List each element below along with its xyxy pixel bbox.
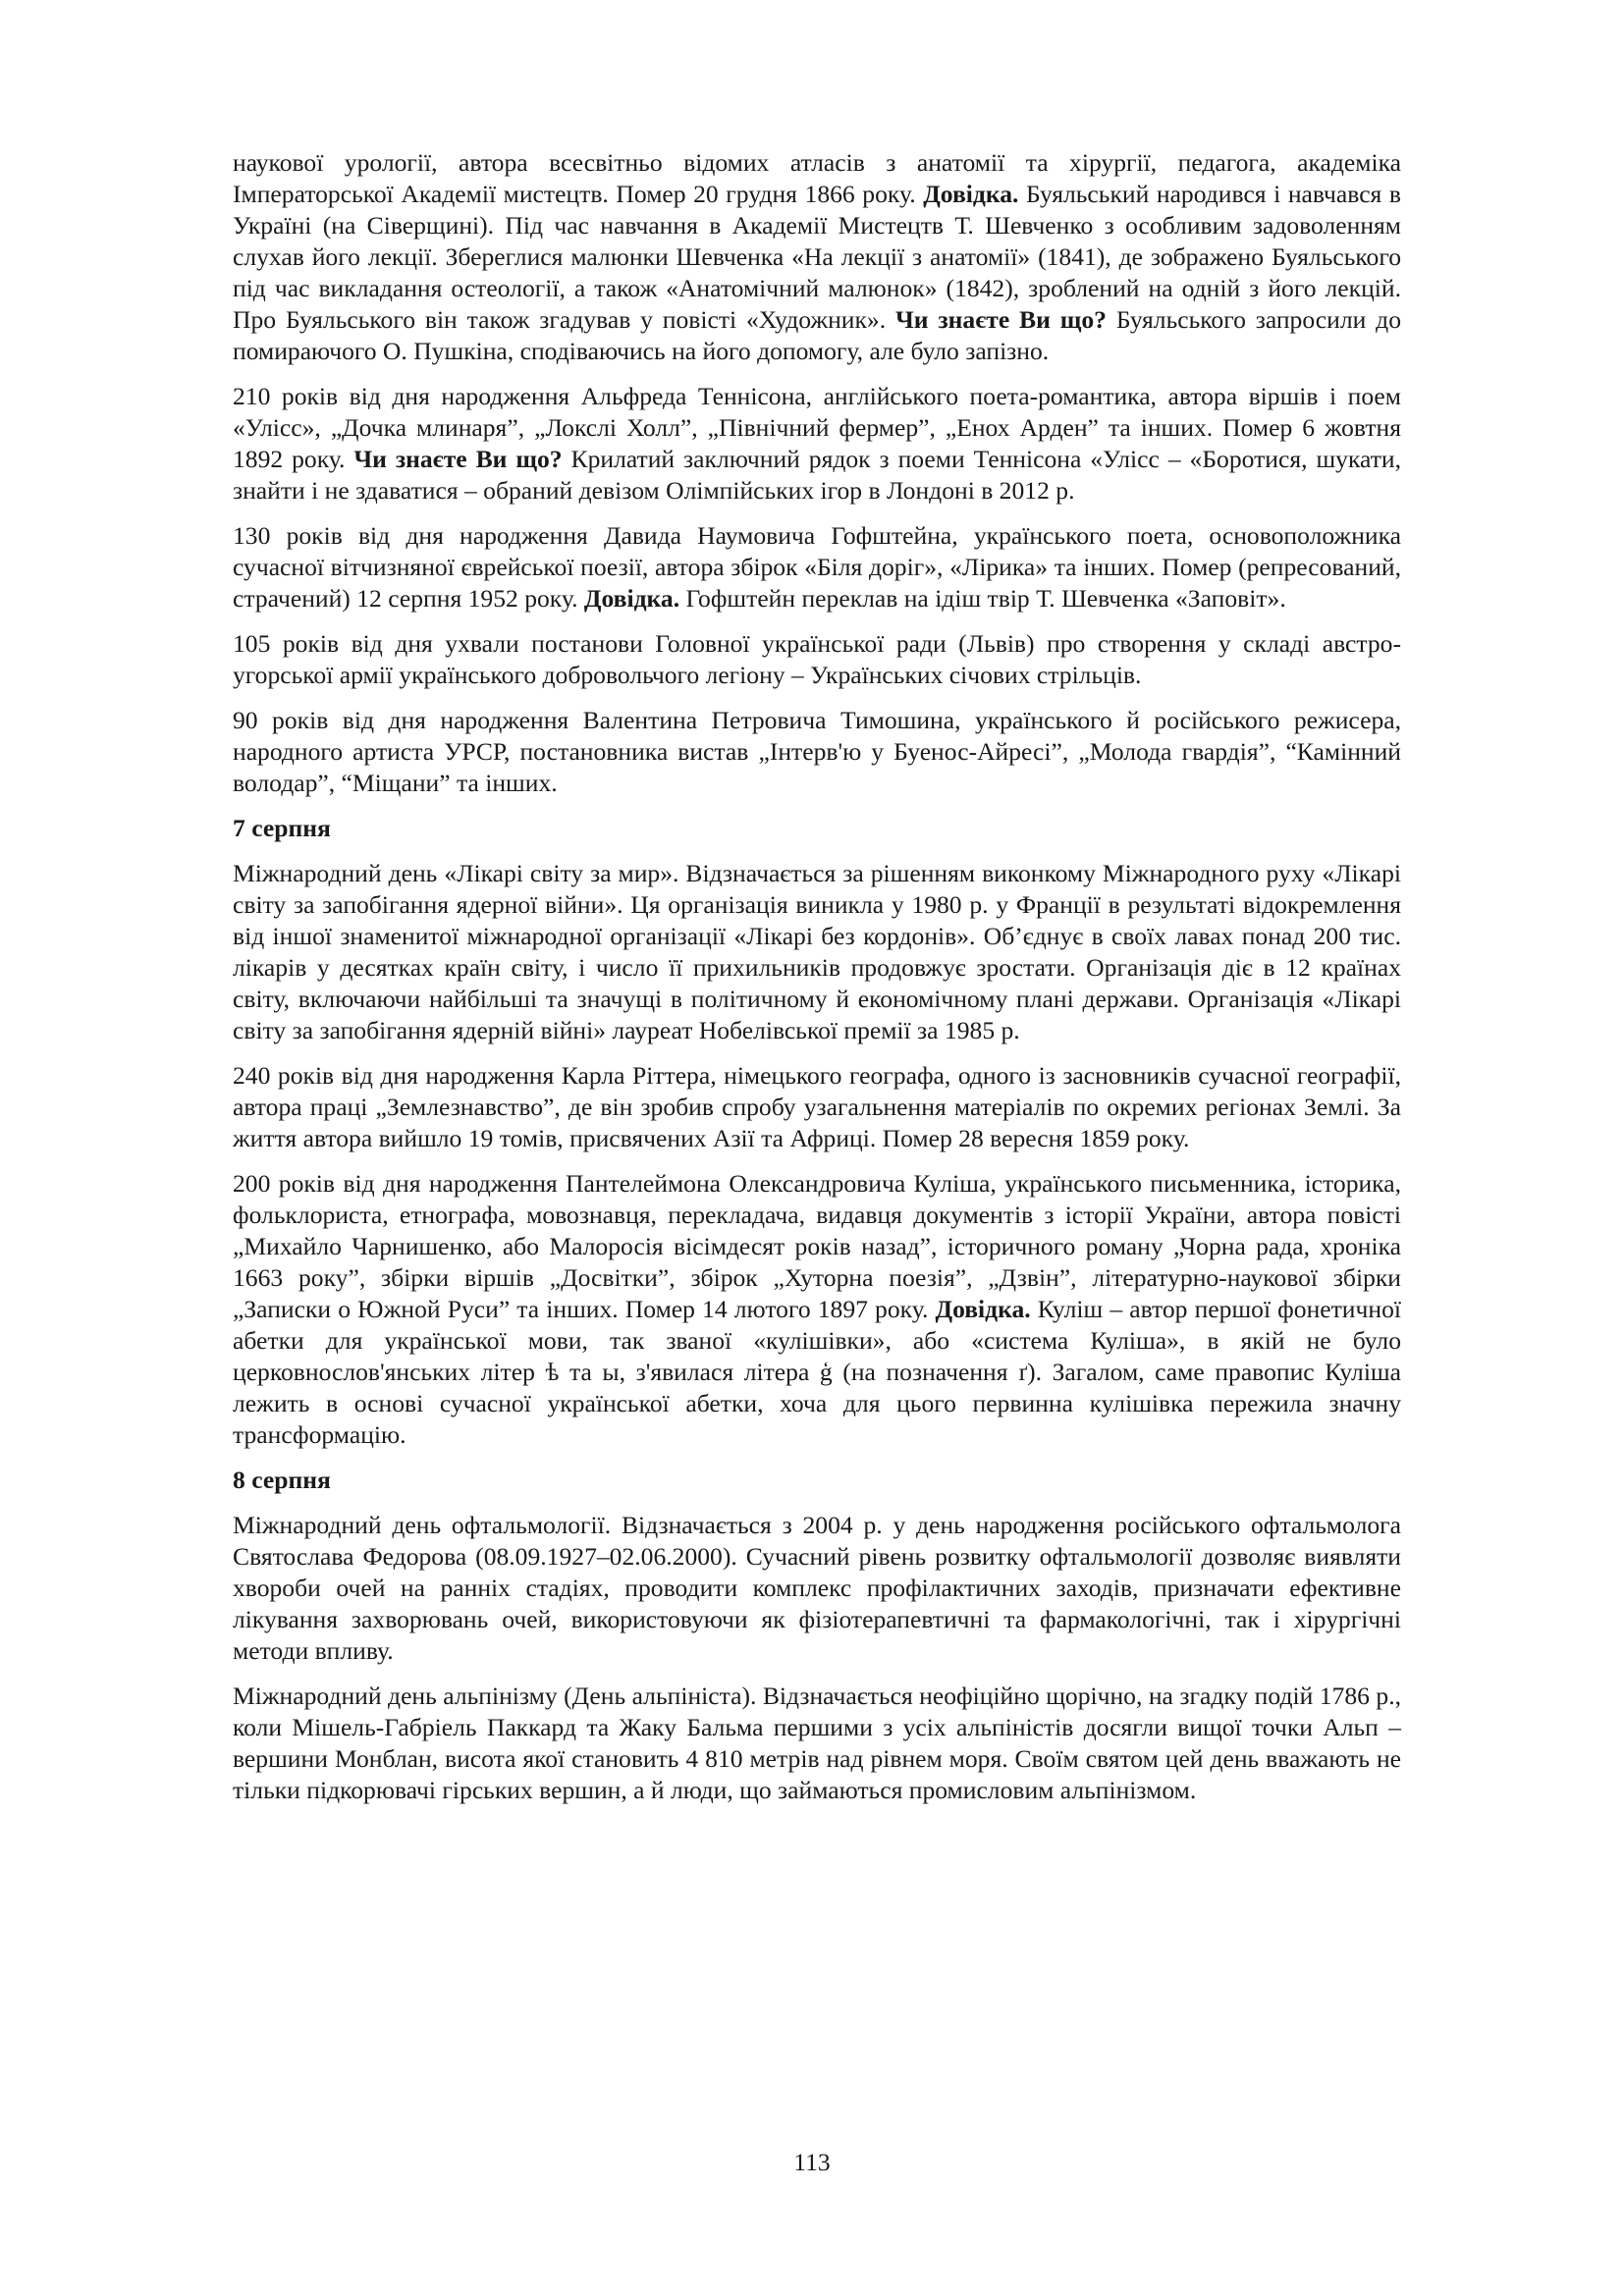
text-run: Куліш – автор першої фонетичної абетки для української мови, так званої «кулішівки», або «система Куліша», в якій не було церковнослов'янських літер ѣ та ы, з'явилася літера ģ (на позначення ґ). Загалом, саме правопис Куліша лежить в основі сучасної української абетки, хоча для цього первинна кулішівка пережила значну трансформацію. — [233, 1295, 1401, 1449]
document-page — [233, 147, 1401, 1820]
paragraph — [233, 858, 1401, 1046]
date-heading — [233, 813, 1401, 844]
paragraph — [233, 381, 1401, 507]
text-run: Крилатий заключний рядок з поеми Теннісона «Улісс – «Боротися, шукати, знайти і не здаватися – обраний девізом Олімпійських ігор в Лондоні в 2012 р. — [233, 445, 1401, 505]
bold-label: Чи знаєте Ви що? — [353, 445, 563, 473]
text-run: 8 серпня — [233, 1466, 331, 1494]
document-body — [233, 147, 1401, 1806]
text-run: Буяльський народився і навчався в Україні (на Сіверщині). Під час навчання в Академії Мистецтв Т. Шевченко з особливим задоволенням слухав його лекції. Збереглися малюнки Шевченка «На лекції з анатомії» (1841), де зображено Буяльського під час викладання остеології, а також «Анатомічний малюнок» (1842), зроблений на одній з його лекцій. Про Буяльського він також згадував у повісті «Художник». — [233, 180, 1401, 334]
bold-label: Довідка. — [935, 1295, 1031, 1323]
paragraph — [233, 520, 1401, 614]
text-run: наукової урології, автора всесвітньо відомих атласів з анатомії та хірургії, педагога, академіка Імператорської Академії мистецтв. Помер 20 грудня 1866 року. — [233, 148, 1401, 208]
bold-label: Довідка. — [583, 584, 680, 613]
page-number: 113 — [793, 2148, 831, 2176]
text-run: Буяльського запросили до помираючого О. Пушкіна, сподіваючись на його допомогу, але було запізно. — [233, 305, 1401, 365]
paragraph — [233, 1060, 1401, 1154]
paragraph — [233, 147, 1401, 367]
text-run: 200 років від дня народження Пантелеймона Олександровича Куліша, українського письменника, історика, фольклориста, етнографа, мовознавця, перекладача, видавця документів з історії України, автора повісті „Михайло Чарнишенко, або Малоросія вісімдесят років назад”, історичного роману „Чорна рада, хроніка 1663 року”, збірки віршів „Досвітки”, збірок „Хуторна поезія”, „Дзвін”, літературно-наукової збірки „Записки о Южной Руси” та інших. Помер 14 лютого 1897 року. — [233, 1169, 1401, 1323]
paragraph — [233, 705, 1401, 799]
text-run: 210 років від дня народження Альфреда Теннісона, англійського поета-романтика, автора віршів і поем «Улісс», „Дочка млинаря”, „Локслі Холл”, „Північний фермер”, „Енох Арден” та інших. Помер 6 жовтня 1892 року. — [233, 382, 1401, 473]
text-run: Міжнародний день офтальмології. Відзначається з 2004 р. у день народження російського офтальмолога Святослава Федорова (08.09.1927–02.06.2000). Сучасний рівень розвитку офтальмології дозволяє виявляти хвороби очей на ранніх стадіях, проводити комплекс профілактичних заходів, призначати ефективне лікування захворювань очей, використовуючи як фізіотерапевтичні та фармакологічні, так і хірургічні методи впливу. — [233, 1511, 1401, 1665]
paragraph — [233, 628, 1401, 691]
text-run: 90 років від дня народження Валентина Петровича Тимошина, українського й російського режисера, народного артиста УРСР, постановника вистав „Інтерв'ю у Буенос-Айресі”, „Молода гвардія”, “Камінний володар”, “Міщани” та інших. — [233, 706, 1401, 797]
text-run: Гофштейн переклав на ідіш твір Т. Шевченка «Заповіт». — [679, 584, 1286, 613]
bold-label: Чи знаєте Ви що? — [894, 305, 1107, 334]
bold-label: Довідка. — [923, 180, 1019, 208]
date-heading — [233, 1465, 1401, 1496]
text-run: 240 років від дня народження Карла Ріттера, німецького географа, одного із засновників сучасної географії, автора праці „Землезнавство”, де він зробив спробу узагальнення матеріалів по окремих регіонах Землі. За життя автора вийшло 19 томів, присвячених Азії та Африці. Помер 28 вересня 1859 року. — [233, 1061, 1401, 1152]
text-run: 130 років від дня народження Давида Наумовича Гофштейна, українського поета, основоположника сучасної вітчизняної єврейської поезії, автора збірок «Біля доріг», «Лірика» та інших. Помер (репресований, страчений) 12 серпня 1952 року. — [233, 521, 1401, 613]
text-run: 7 серпня — [233, 814, 331, 842]
paragraph — [233, 1168, 1401, 1451]
paragraph — [233, 1510, 1401, 1667]
text-run: Міжнародний день «Лікарі світу за мир». Відзначається за рішенням виконкому Міжнародного руху «Лікарі світу за запобігання ядерної війни». Ця організація виникла у 1980 р. у Франції в результаті відокремлення від іншої знаменитої міжнародної організації «Лікарі без кордонів». Об’єднує в своїх лавах понад 200 тис. лікарів у десятках країн світу, і число її прихильників продовжує зростати. Організація діє в 12 країнах світу, включаючи найбільші та значущі в політичному й економічному плані держави. Організація «Лікарі світу за запобігання ядерній війні» лауреат Нобелівської премії за 1985 р. — [233, 859, 1401, 1044]
paragraph — [233, 1681, 1401, 1806]
text-run: Міжнародний день альпінізму (День альпініста). Відзначається неофіційно щорічно, на згадку подій 1786 р., коли Мішель-Габріель Паккард та Жаку Бальма першими з усіх альпіністів досягли вищої точки Альп – вершини Монблан, висота якої становить 4 810 метрів над рівнем моря. Своїм святом цей день вважають не тільки підкорювачі гірських вершин, а й люди, що займаються промисловим альпінізмом. — [233, 1682, 1401, 1804]
text-run: 105 років від дня ухвали постанови Головної української ради (Львів) про створення у складі австро-угорської армії українського добровольчого легіону – Українських січових стрільців. — [233, 629, 1401, 689]
